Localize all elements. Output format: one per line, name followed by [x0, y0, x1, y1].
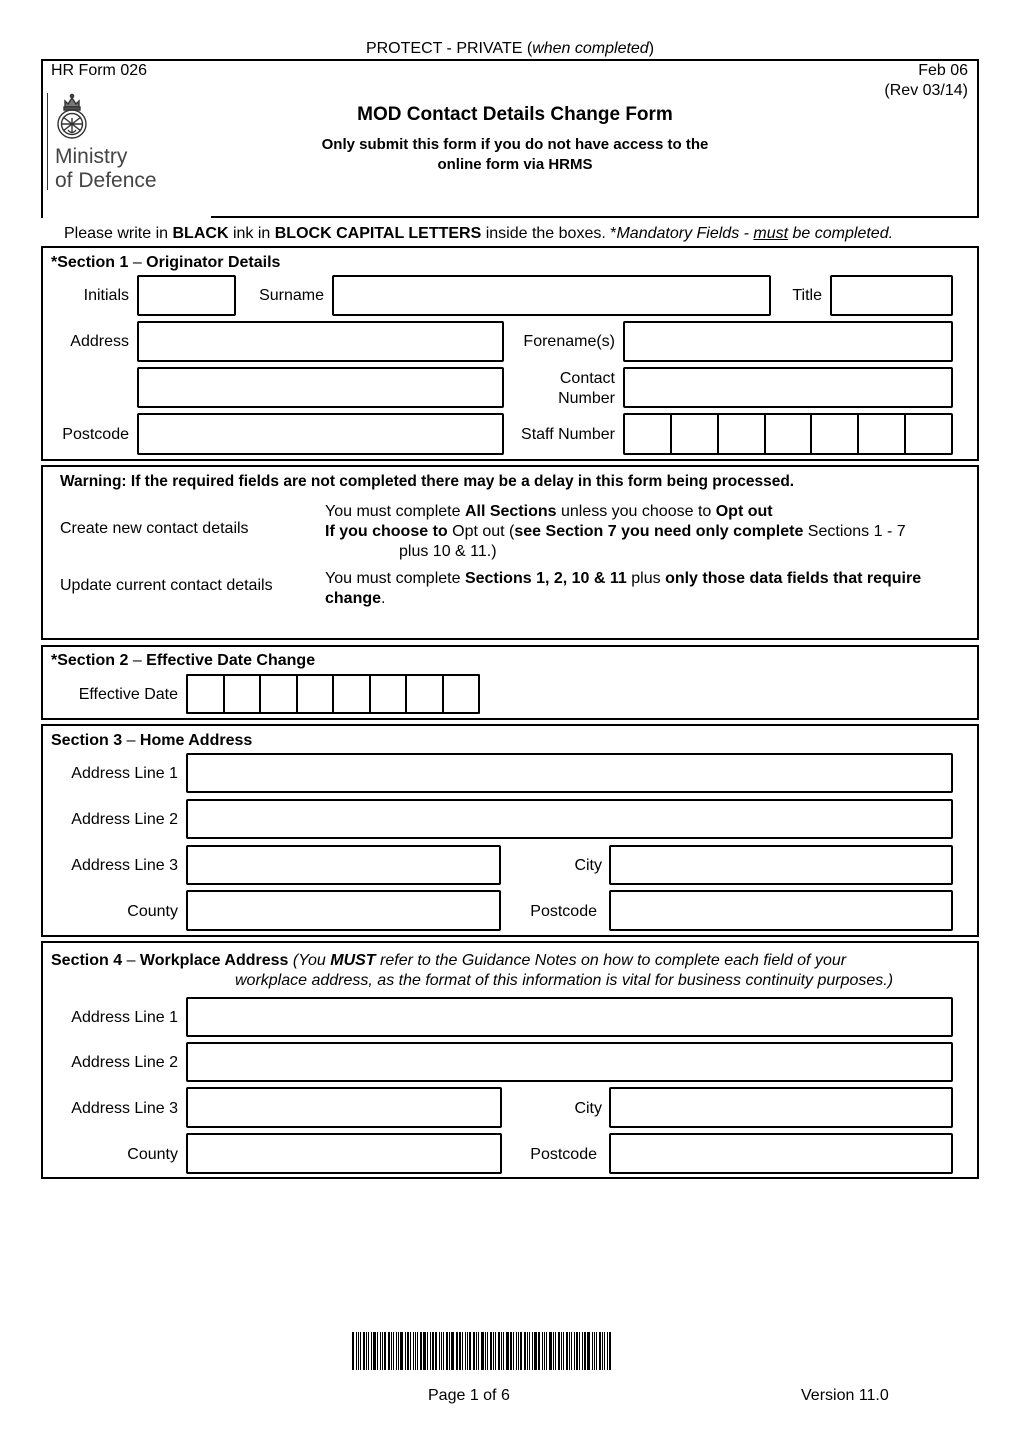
- section-3-heading: [51, 731, 252, 751]
- barcode-bar: [584, 1332, 586, 1370]
- update-current-text-2: [325, 589, 385, 609]
- form-revision: (Rev 03/14): [884, 82, 968, 99]
- barcode-bar: [476, 1332, 477, 1370]
- home-address-line-3-field[interactable]: [186, 845, 501, 885]
- txt-bold: Sections 1, 2, 10 & 11: [464, 570, 627, 587]
- txt: You must complete: [325, 570, 465, 587]
- barcode-bar: [410, 1332, 411, 1370]
- txt: You must complete: [325, 503, 465, 520]
- initials-label: Initials: [83, 287, 129, 304]
- barcode-bar: [459, 1332, 461, 1370]
- create-new-text-3: plus 10 & 11.): [399, 543, 497, 560]
- barcode-bar: [443, 1332, 444, 1370]
- barcode-bar: [417, 1332, 418, 1370]
- work-postcode-field[interactable]: [609, 1133, 953, 1174]
- heading-dash: –: [132, 254, 142, 271]
- barcode-bar: [384, 1332, 386, 1370]
- logo-text-ministry: Ministry: [55, 145, 128, 168]
- barcode-bar: [506, 1332, 509, 1370]
- txt-bold: Opt out: [715, 503, 773, 520]
- barcode-bar: [430, 1332, 431, 1370]
- home-postcode-field[interactable]: [609, 890, 953, 931]
- guidance-note: refer to the Guidance Notes on how to complete each field of your: [375, 952, 847, 969]
- surname-label: Surname: [259, 287, 324, 304]
- classification-marking: [0, 39, 1020, 59]
- address-field-line-2[interactable]: [137, 367, 504, 408]
- barcode-bar: [607, 1332, 608, 1370]
- heading-title: Originator Details: [141, 254, 281, 271]
- txt: plus: [626, 570, 666, 587]
- guidance-must: MUST: [330, 952, 376, 969]
- staff-number-label: Staff Number: [521, 426, 615, 443]
- barcode-icon: [352, 1332, 612, 1370]
- staff-number-cell-5[interactable]: [812, 415, 859, 453]
- barcode-bar: [599, 1332, 601, 1370]
- barcode-bar: [532, 1332, 533, 1370]
- barcode-bar: [594, 1332, 595, 1370]
- instr-bold-black: BLACK: [172, 225, 229, 242]
- barcode-bar: [566, 1332, 568, 1370]
- barcode-bar: [363, 1332, 365, 1370]
- staff-number-cell-1[interactable]: [625, 415, 672, 453]
- barcode-bar: [553, 1332, 554, 1370]
- guidance-note: (You: [288, 952, 331, 969]
- barcode-bar: [449, 1332, 450, 1370]
- barcode-bar: [400, 1332, 403, 1370]
- barcode-bar: [413, 1332, 414, 1370]
- barcode-bar: [439, 1332, 440, 1370]
- date-cell-4[interactable]: [298, 676, 335, 712]
- barcode-bar: [604, 1332, 605, 1370]
- barcode-bar: [571, 1332, 572, 1370]
- heading-dash: –: [126, 952, 136, 969]
- update-current-text-1: [325, 569, 921, 589]
- barcode-bar: [602, 1332, 603, 1370]
- barcode-bar: [398, 1332, 399, 1370]
- barcode-bar: [373, 1332, 376, 1370]
- barcode-bar: [592, 1332, 593, 1370]
- barcode-bar: [366, 1332, 367, 1370]
- subtitle-line-2: online form via HRMS: [437, 156, 593, 173]
- date-cell-7[interactable]: [407, 676, 444, 712]
- txt: Sections 1 - 7: [803, 523, 906, 540]
- heading-title: Workplace Address: [135, 952, 289, 969]
- warning-heading: Warning: If the required fields are not completed there may be a delay in this form being processed.: [60, 473, 795, 490]
- instr-mandatory: Mandatory Fields -: [616, 225, 754, 242]
- barcode-bar: [569, 1332, 570, 1370]
- home-address-line-1-label: Address Line 1: [71, 765, 178, 782]
- contact-number-field[interactable]: [623, 367, 953, 408]
- header-bottom-border: [211, 216, 979, 218]
- staff-number-cell-2[interactable]: [672, 415, 719, 453]
- home-address-line-1-field[interactable]: [186, 753, 953, 793]
- barcode-bar: [485, 1332, 486, 1370]
- heading-dash: –: [126, 732, 136, 749]
- page-number: Page 1 of 6: [428, 1387, 510, 1404]
- effective-date-label: Effective Date: [78, 686, 178, 703]
- barcode-bar: [529, 1332, 530, 1370]
- barcode-bar: [579, 1332, 580, 1370]
- contact-number-label-2: Number: [558, 390, 615, 407]
- barcode-bar: [435, 1332, 437, 1370]
- logo-text-defence: of Defence: [55, 169, 157, 192]
- barcode-bar: [456, 1332, 458, 1370]
- barcode-bar: [520, 1332, 522, 1370]
- staff-number-cell-3[interactable]: [719, 415, 766, 453]
- barcode-bar: [377, 1332, 378, 1370]
- barcode-bar: [534, 1332, 537, 1370]
- section-4-guidance-line-2: workplace address, as the format of this information is vital for business continuity purposes.): [235, 972, 894, 989]
- barcode-bar: [574, 1332, 575, 1370]
- title-label: Title: [792, 287, 822, 304]
- barcode-bar: [432, 1332, 434, 1370]
- heading-title: Effective Date Change: [141, 652, 316, 669]
- barcode-bar: [524, 1332, 526, 1370]
- heading-prefix: Section 4: [51, 952, 127, 969]
- work-address-line-3-field[interactable]: [186, 1087, 502, 1128]
- effective-date-field: [186, 674, 480, 714]
- txt-bold: change: [325, 590, 382, 607]
- home-address-line-2-field[interactable]: [186, 799, 953, 839]
- barcode-bar: [549, 1332, 552, 1370]
- surname-field[interactable]: [332, 275, 771, 316]
- heading-prefix: *Section 1: [51, 254, 133, 271]
- barcode-bar: [558, 1332, 560, 1370]
- home-city-field[interactable]: [609, 845, 953, 885]
- barcode-bar: [510, 1332, 512, 1370]
- create-new-label: Create new contact details: [60, 520, 249, 537]
- barcode-bar: [481, 1332, 484, 1370]
- warning-top-rule: [41, 465, 979, 467]
- heading-title: Home Address: [135, 732, 253, 749]
- barcode-bar: [596, 1332, 597, 1370]
- barcode-bar: [423, 1332, 426, 1370]
- barcode-bar: [542, 1332, 543, 1370]
- classification-text: PROTECT - PRIVATE (: [365, 40, 533, 57]
- instr-text: Please write in: [64, 225, 173, 242]
- classification-italic: when completed: [532, 40, 649, 57]
- barcode-bar: [544, 1332, 545, 1370]
- barcode-bar: [501, 1332, 502, 1370]
- work-county-field[interactable]: [186, 1133, 502, 1174]
- txt: unless you choose to: [556, 503, 716, 520]
- staff-number-cell-6[interactable]: [859, 415, 906, 453]
- work-city-field[interactable]: [609, 1087, 953, 1128]
- work-address-line-1-label: Address Line 1: [71, 1009, 178, 1026]
- barcode-bar: [446, 1332, 448, 1370]
- home-city-label: City: [574, 857, 602, 874]
- barcode-bar: [563, 1332, 564, 1370]
- version-number: Version 11.0: [801, 1387, 889, 1404]
- barcode-bar: [391, 1332, 392, 1370]
- create-new-text-1: [325, 502, 773, 522]
- home-county-label: County: [127, 903, 178, 920]
- barcode-bar: [538, 1332, 540, 1370]
- barcode-bar: [382, 1332, 383, 1370]
- work-city-label: City: [574, 1100, 602, 1117]
- work-address-line-2-field[interactable]: [186, 1042, 953, 1082]
- barcode-bar: [495, 1332, 496, 1370]
- barcode-bar: [469, 1332, 471, 1370]
- barcode-bar: [561, 1332, 562, 1370]
- barcode-bar: [360, 1332, 361, 1370]
- barcode-bar: [503, 1332, 504, 1370]
- barcode-bar: [441, 1332, 442, 1370]
- barcode-bar: [462, 1332, 463, 1370]
- barcode-bar: [546, 1332, 547, 1370]
- barcode-bar: [371, 1332, 372, 1370]
- instr-completed: be completed.: [788, 225, 894, 242]
- staff-number-field: [623, 413, 953, 455]
- forenames-field[interactable]: [623, 321, 953, 362]
- barcode-bar: [493, 1332, 494, 1370]
- staff-number-cell-7[interactable]: [906, 415, 951, 453]
- home-address-line-2-label: Address Line 2: [71, 811, 178, 828]
- work-address-line-3-label: Address Line 3: [71, 1100, 178, 1117]
- heading-dash: –: [132, 652, 142, 669]
- work-address-line-2-label: Address Line 2: [71, 1054, 178, 1071]
- date-cell-8[interactable]: [444, 676, 479, 712]
- barcode-bar: [576, 1332, 578, 1370]
- initials-field[interactable]: [137, 275, 236, 316]
- address-field-line-1[interactable]: [137, 321, 504, 362]
- heading-prefix: *Section 2: [51, 652, 133, 669]
- barcode-bar: [513, 1332, 514, 1370]
- txt-bold: see Section 7 you need only complete: [514, 523, 804, 540]
- classification-close: ): [648, 40, 655, 57]
- txt-bold: If you choose to: [325, 523, 448, 540]
- create-new-text-2: [325, 522, 906, 542]
- barcode-bar: [388, 1332, 390, 1370]
- instr-bold-caps: BLOCK CAPITAL LETTERS: [274, 225, 482, 242]
- header-top-border: [41, 59, 979, 61]
- date-cell-5[interactable]: [334, 676, 371, 712]
- barcode-bar: [352, 1332, 354, 1370]
- barcode-bar: [356, 1332, 357, 1370]
- home-county-field[interactable]: [186, 890, 501, 931]
- instructions: [64, 224, 893, 244]
- work-county-label: County: [127, 1146, 178, 1163]
- date-cell-6[interactable]: [371, 676, 408, 712]
- txt-bold: All Sections: [464, 503, 557, 520]
- update-current-label: Update current contact details: [60, 577, 273, 594]
- section-2-heading: [51, 651, 315, 671]
- barcode-bar: [518, 1332, 519, 1370]
- barcode-bar: [478, 1332, 479, 1370]
- barcode-bar: [490, 1332, 492, 1370]
- title-field[interactable]: [830, 275, 953, 316]
- instr-text: ink in: [228, 225, 275, 242]
- postcode-label: Postcode: [62, 426, 129, 443]
- txt: .: [381, 590, 386, 607]
- barcode-bar: [465, 1332, 466, 1370]
- txt: Opt out (: [447, 523, 515, 540]
- section-1-heading: [51, 253, 280, 273]
- barcode-bar: [420, 1332, 422, 1370]
- home-postcode-label: Postcode: [530, 903, 597, 920]
- barcode-bar: [527, 1332, 528, 1370]
- barcode-bar: [516, 1332, 517, 1370]
- barcode-bar: [451, 1332, 454, 1370]
- txt-bold: only those data fields that require: [665, 570, 922, 587]
- contact-number-label-1: Contact: [559, 370, 615, 387]
- barcode-bar: [380, 1332, 381, 1370]
- barcode-bar: [396, 1332, 397, 1370]
- address-label: Address: [70, 333, 129, 350]
- date-cell-3[interactable]: [261, 676, 298, 712]
- barcode-bar: [368, 1332, 369, 1370]
- heading-prefix: Section 3: [51, 732, 127, 749]
- instr-text: inside the boxes. *: [481, 225, 617, 242]
- barcode-bar: [487, 1332, 488, 1370]
- forenames-label: Forename(s): [523, 333, 615, 350]
- subtitle-line-1: Only submit this form if you do not have access to the: [321, 136, 709, 153]
- section-4-heading: [51, 951, 846, 971]
- barcode-bar: [473, 1332, 475, 1370]
- barcode-bar: [467, 1332, 468, 1370]
- home-address-line-3-label: Address Line 3: [71, 857, 178, 874]
- form-id: HR Form 026: [51, 62, 148, 79]
- date-cell-1[interactable]: [188, 676, 225, 712]
- work-address-line-1-field[interactable]: [186, 997, 953, 1037]
- barcode-bar: [415, 1332, 416, 1370]
- work-postcode-label: Postcode: [530, 1146, 597, 1163]
- postcode-field[interactable]: [137, 413, 504, 455]
- barcode-bar: [405, 1332, 406, 1370]
- barcode-bar: [393, 1332, 394, 1370]
- barcode-bar: [555, 1332, 556, 1370]
- instr-must: must: [753, 225, 789, 242]
- page-title: MOD Contact Details Change Form: [357, 104, 673, 125]
- barcode-bar: [407, 1332, 409, 1370]
- barcode-bar: [498, 1332, 500, 1370]
- barcode-bar: [427, 1332, 428, 1370]
- barcode-bar: [609, 1332, 611, 1370]
- staff-number-cell-4[interactable]: [766, 415, 813, 453]
- form-date: Feb 06: [918, 62, 968, 79]
- date-cell-2[interactable]: [225, 676, 262, 712]
- barcode-bar: [582, 1332, 583, 1370]
- barcode-bar: [358, 1332, 359, 1370]
- barcode-bar: [587, 1332, 590, 1370]
